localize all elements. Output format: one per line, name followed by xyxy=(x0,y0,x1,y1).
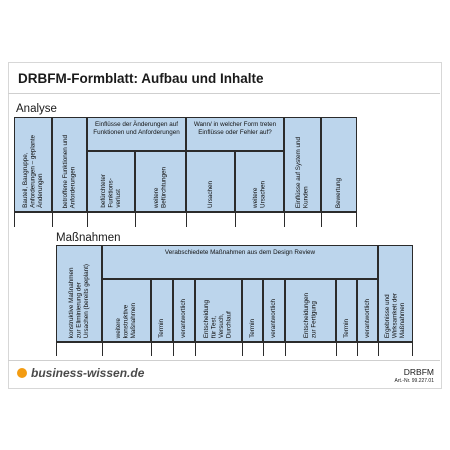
brand-logo[interactable] xyxy=(17,366,144,380)
massnahmen-grid-line xyxy=(56,342,57,356)
analyse-grid-line xyxy=(235,212,236,227)
massnahmen-grid-line xyxy=(242,342,243,356)
analyse-col-bewertung: Bewertung xyxy=(321,117,357,212)
section-label-analyse: Analyse xyxy=(16,103,57,115)
title-divider xyxy=(8,93,440,94)
section-label-massnahmen: Maßnahmen xyxy=(56,232,121,244)
massnahmen-sub-verantwortlich-2: verantwortlich xyxy=(263,279,285,342)
massnahmen-grid-line xyxy=(56,342,413,343)
analyse-group-einfluesse: Einflüsse der Änderungen auf Funktionen und Anforderungen xyxy=(87,117,186,151)
massnahmen-sub-termin-1: Termin xyxy=(151,279,173,342)
massnahmen-sub-weitere-massnahmen: weitere konstruktive Maßnahmen xyxy=(102,279,151,342)
massnahmen-group-design-review: Verabschiedete Maßnahmen aus dem Design Review xyxy=(102,245,378,279)
massnahmen-grid-line xyxy=(336,342,337,356)
footer-divider xyxy=(8,360,440,361)
massnahmen-grid-line xyxy=(263,342,264,356)
massnahmen-grid-line xyxy=(357,342,358,356)
analyse-grid-line xyxy=(356,212,357,227)
analyse-sub-funktionsverlust: befürchteter Funktions- verlust xyxy=(87,151,135,212)
analyse-sub-befuerchtungen: weitere Befürchtungen xyxy=(135,151,186,212)
massnahmen-grid-line xyxy=(102,342,103,356)
form-code: DRBFM xyxy=(403,367,434,377)
massnahmen-sub-test: Entscheidung für Test, Versuch, Durchlauf xyxy=(195,279,242,342)
massnahmen-sub-termin-2: Termin xyxy=(242,279,263,342)
massnahmen-sub-termin-3: Termin xyxy=(336,279,357,342)
analyse-grid-line xyxy=(14,212,15,227)
massnahmen-sub-verantwortlich-1: verantwortlich xyxy=(173,279,195,342)
analyse-grid-line xyxy=(186,212,187,227)
analyse-col-system-kunden: Einflüsse auf System und Kunden xyxy=(284,117,321,212)
analyse-group-wann: Wann/ in welcher Form treten Einflüsse oder Fehler auf? xyxy=(186,117,284,151)
massnahmen-grid-line xyxy=(195,342,196,356)
analyse-col-bauteil: Bauteil, Baugruppe, Anforderungen – geplante Änderungen xyxy=(14,117,52,212)
analyse-sub-ursachen: Ursachen xyxy=(186,151,235,212)
analyse-col-funktionen: betroffene Funktionen und Anforderungen xyxy=(52,117,87,212)
analyse-grid-line xyxy=(52,212,53,227)
massnahmen-grid-line xyxy=(412,342,413,356)
massnahmen-grid-line xyxy=(378,342,379,356)
massnahmen-col-konstruktiv: konstruktive Maßnahmen zur Eliminierung der Ursachen (bereits geplant) xyxy=(56,245,102,342)
massnahmen-col-ergebnisse: Ergebnisse und Wirksamkeit der Maßnahmen xyxy=(378,245,413,342)
massnahmen-sub-fertigung: Entscheidungen zur Fertigung xyxy=(285,279,336,342)
massnahmen-grid-line xyxy=(285,342,286,356)
analyse-grid-line xyxy=(87,212,88,227)
massnahmen-grid-line xyxy=(173,342,174,356)
brand-name: business-wissen.de xyxy=(31,366,145,380)
analyse-grid-line xyxy=(321,212,322,227)
article-number: Art.-Nr. 99.227.01 xyxy=(394,378,434,384)
analyse-grid-line xyxy=(284,212,285,227)
massnahmen-sub-verantwortlich-3: verantwortlich xyxy=(357,279,378,342)
page-title: DRBFM-Formblatt: Aufbau und Inhalte xyxy=(18,71,264,86)
brand-dot-icon xyxy=(17,368,27,378)
analyse-sub-weitere-ursachen: weitere Ursachen xyxy=(235,151,284,212)
massnahmen-grid-line xyxy=(151,342,152,356)
analyse-grid-line xyxy=(135,212,136,227)
